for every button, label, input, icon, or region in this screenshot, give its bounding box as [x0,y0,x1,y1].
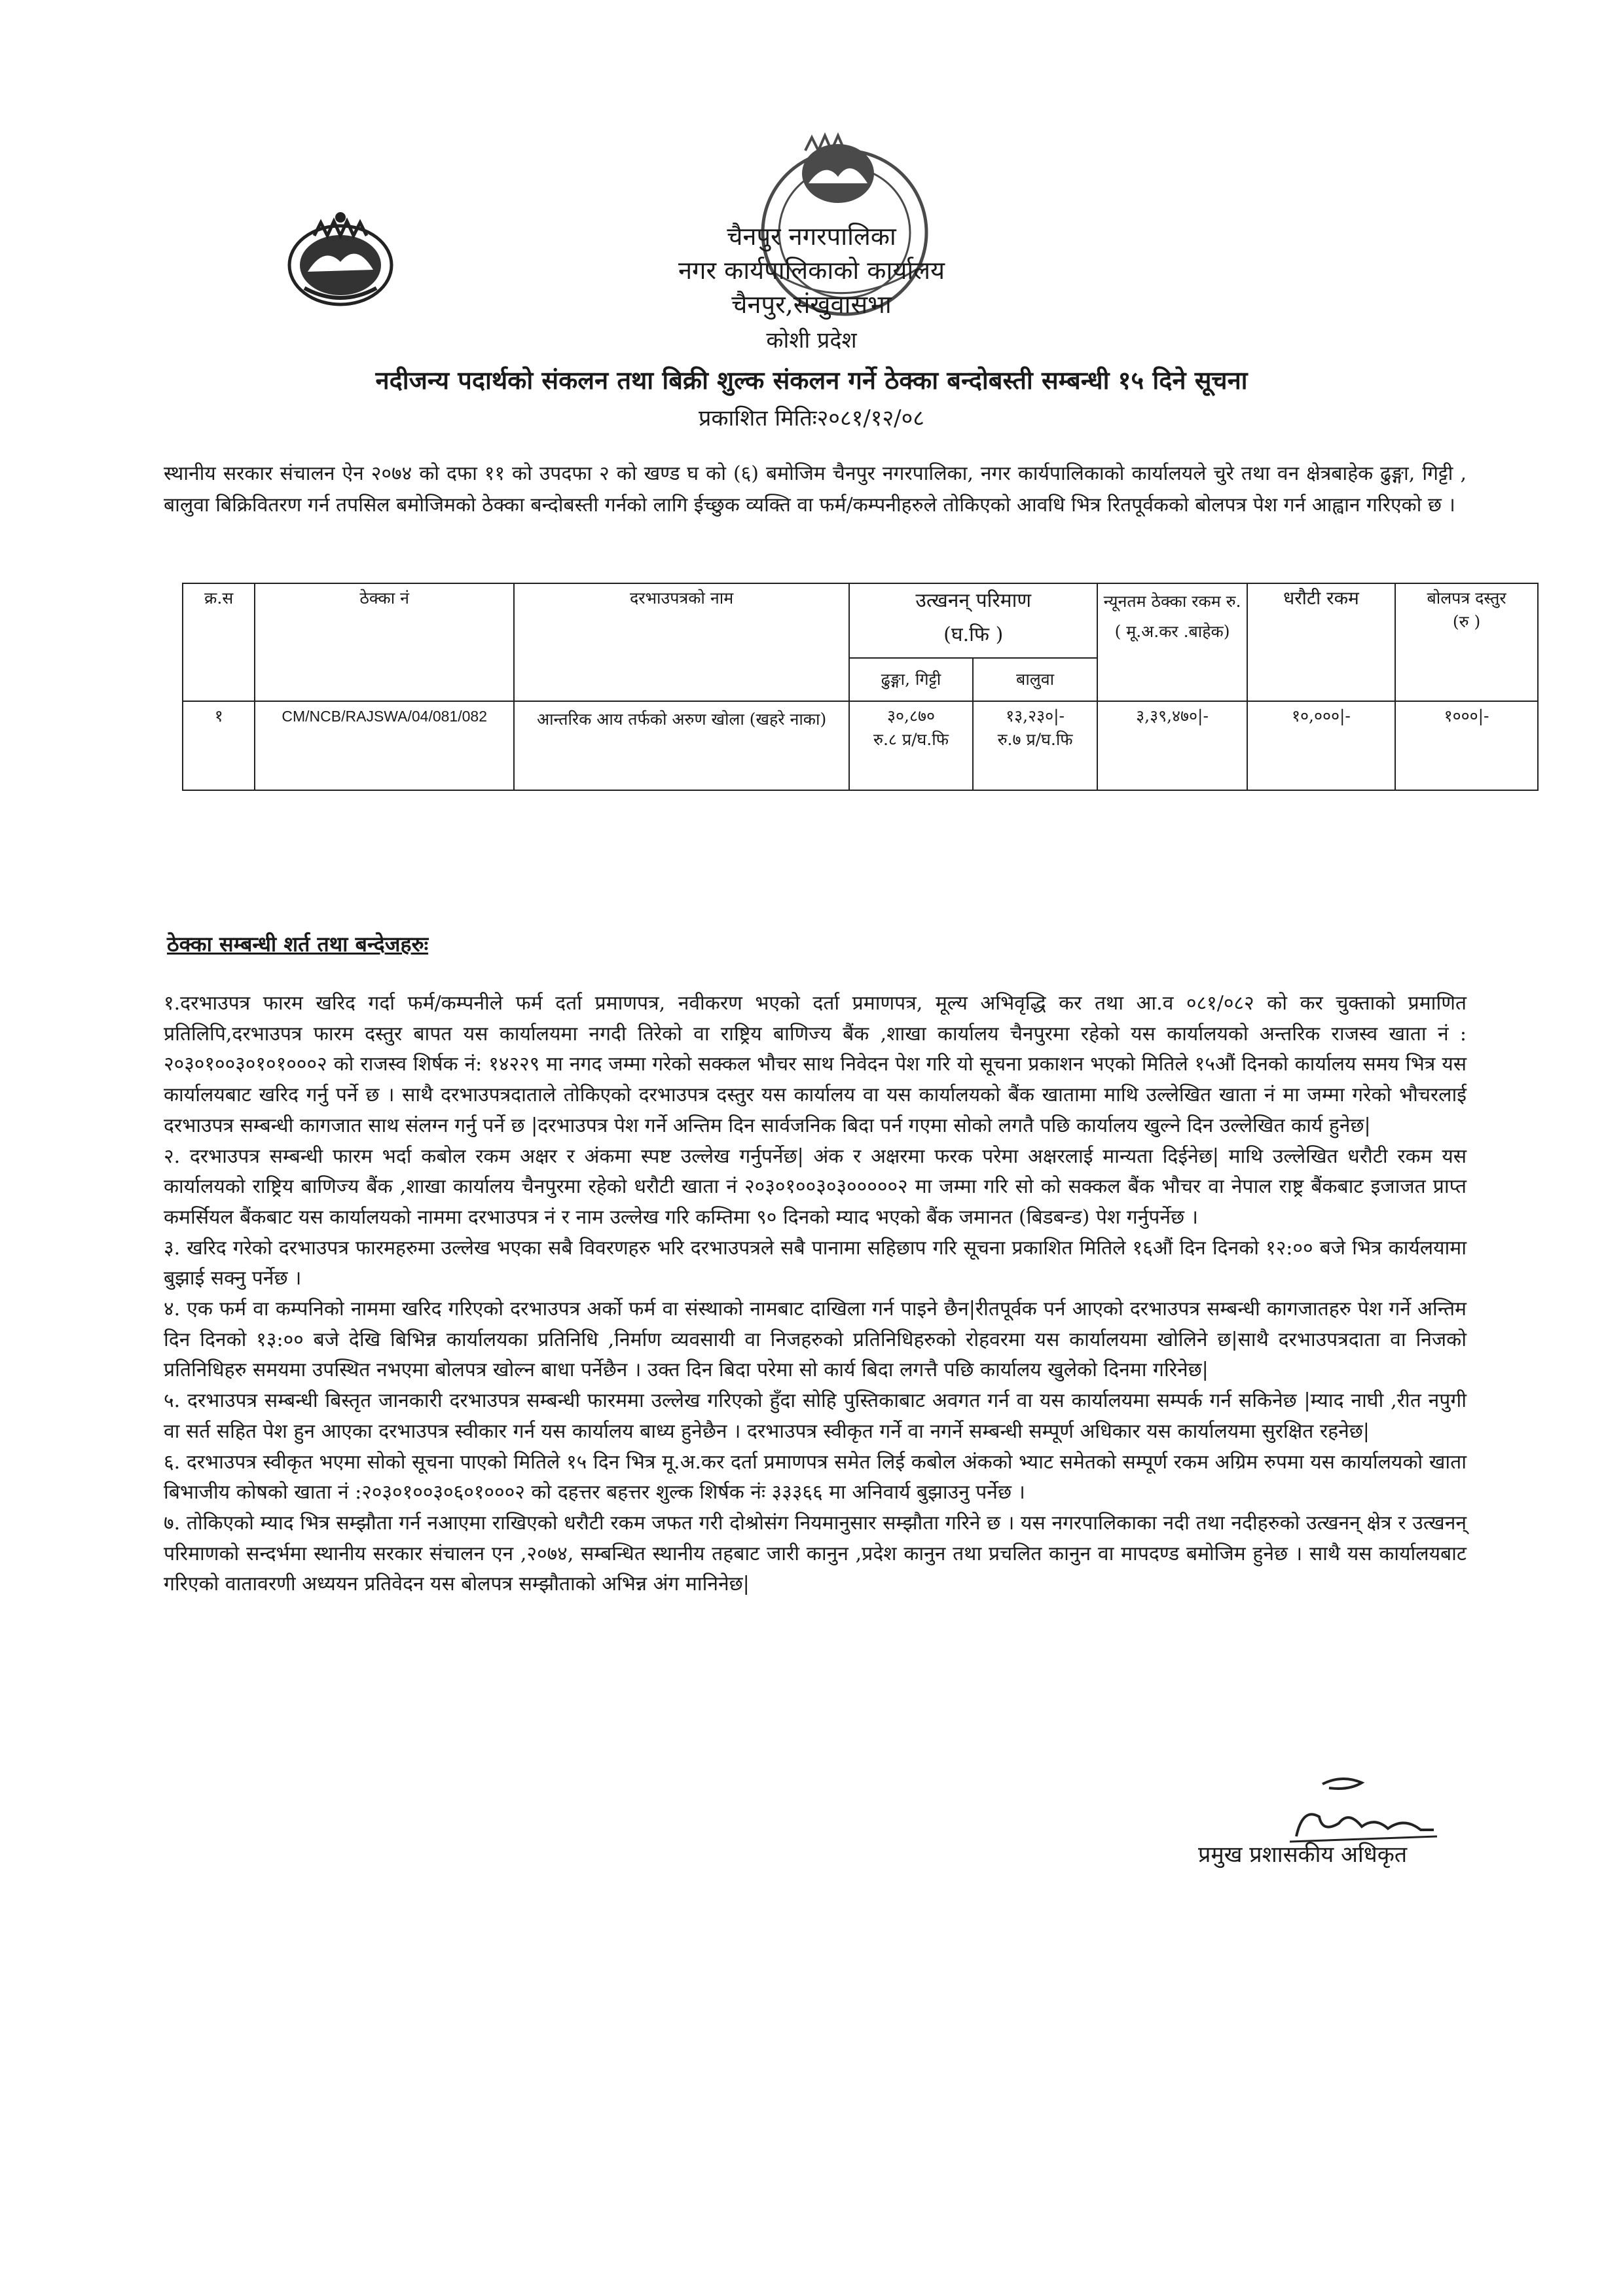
term-item: २. दरभाउपत्र सम्बन्धी फारम भर्दा कबोल रकम अक्षर र अंकमा स्पष्ट उल्लेख गर्नुपर्नेछ| अंक र अक्षरमा फरक परेमा अक्षरलाई मान्यता दिईनेछ| माथि उल्लेखित धरौटी रकम यस कार्यालयको राष्ट्रिय बाणिज्य बैंक ,शाखा कार्यालय चैनपुरमा रहेको धरौटी खाता नं २०३०१००३०३०००००२ मा जम्मा गरि सो को सक्कल बैंक भौचर वा नेपाल राष्ट्र बैंकबाट इजाजत प्राप्त कमर्सियल बैंकबाट यस कार्यालयको नाममा दरभाउपत्र नं र नाम उल्लेख गरि कम्तिमा ९० दिनको म्याद भएको बैंक जमानत (बिडबन्ड) पेश गर्नुपर्नेछ । [164,1144,1467,1229]
document-header [0,219,1623,435]
cell-contract-no: CM/NCB/RAJSWA/04/081/082 [255,701,514,790]
header-sand: बालुवा [973,658,1097,701]
header-quantity [849,583,1097,658]
cell-stone [849,701,973,790]
header-bid-fee-label: बोलपत्र दस्तुर [1427,589,1506,608]
cell-deposit: १०,०००|- [1247,701,1395,790]
cell-sand [973,701,1097,790]
table-header-row [183,583,1538,658]
cell-min-amount: ३,३९,४७०|- [1097,701,1247,790]
term-item: ४. एक फर्म वा कम्पनिको नाममा खरिद गरिएको दरभाउपत्र अर्को फर्म वा संस्थाको नामबाट दाखिला गर्न पाइने छैन|रीतपूर्वक पर्न आएको दरभाउपत्र सम्बन्धी कागजातहरु पेश गर्ने अन्तिम दिन दिनको १३:०० बजे देखि बिभिन्न कार्यालयका प्रतिनिधि ,निर्माण व्यवसायी वा निजहरुको प्रतिनिधिहरुको रोहवरमा यस कार्यालयमा खोलिने छ|साथै दरभाउपत्रदाता वा निजको प्रतिनिधिहरु समयमा उपस्थित नभएमा बोलपत्र खोल्न बाधा पर्नेछैन । उक्त दिन बिदा परेमा सो कार्य बिदा लगत्तै पछि कार्यालय खुलेको दिनमा गरिनेछ| [164,1298,1467,1382]
cell-stone-rate: रु.८ प्र/घ.फि [873,730,949,749]
signatory-title: प्रमुख प्रशासकीय अधिकृत [1198,1842,1408,1868]
table-row [183,701,1538,790]
terms-heading: ठेक्का सम्बन्धी शर्त तथा बन्देजहरुः [167,932,429,957]
header-stone-gravel: ढुङ्गा, गिट्टी [849,658,973,701]
terms-list [164,989,1467,1600]
municipality-name: चैनपुर नगरपालिका [727,222,896,251]
cell-stone-qty: ३०,८७० [887,706,935,725]
cell-title: आन्तरिक आय तर्फको अरुण खोला (खहरे नाका) [514,701,849,790]
header-quantity-label: उत्खनन् परिमाण [915,589,1032,612]
header-title: दरभाउपत्रको नाम [514,583,849,701]
header-sn: क्र.स [183,583,255,701]
term-item: ३. खरिद गरेको दरभाउपत्र फारमहरुमा उल्लेख भएका सबै विवरणहरु भरि दरभाउपत्रले सबै पानामा सहिछाप गरि सूचना प्रकाशित मितिले १६औं दिन दिनको १२:०० बजे भित्र कार्यलयामा बुझाई सक्नु पर्नेछ । [164,1236,1467,1290]
cell-sand-rate: रु.७ प्र/घ.फि [997,730,1073,749]
tender-table [182,583,1539,791]
office-name: नगर कार्यपालिकाको कार्यालय [678,256,945,285]
header-contract-no: ठेक्का नं [255,583,514,701]
term-item: ५. दरभाउपत्र सम्बन्धी बिस्तृत जानकारी दरभाउपत्र सम्बन्धी फारममा उल्लेख गरिएको हुँदा सोहि पुस्तिकाबाट अवगत गर्न वा यस कार्यालयमा सम्पर्क गर्न सकिनेछ |म्याद नाघी ,रीत नपुगी वा सर्त सहित पेश हुन आएका दरभाउपत्र स्वीकार गर्न यस कार्यालय बाध्य हुनेछैन । दरभाउपत्र स्वीकृत गर्ने वा नगर्ने सम्बन्धी सम्पूर्ण अधिकार यस कार्यालयमा सुरक्षित रहनेछ| [164,1389,1467,1443]
term-item: १.दरभाउपत्र फारम खरिद गर्दा फर्म/कम्पनीले फर्म दर्ता प्रमाणपत्र, नवीकरण भएको दर्ता प्रमाणपत्र, मूल्य अभिवृद्धि कर तथा आ.व ०८१/०८२ को कर चुक्ताको प्रमाणित प्रतिलिपि,दरभाउपत्र फारम दस्तुर बापत यस कार्यालयमा नगदी तिरेको वा राष्ट्रिय बाणिज्य बैंक ,शाखा कार्यालय चैनपुरमा रहेको यस कार्यालयको अन्तरिक राजस्व खाता नं : २०३०१००३०१०१०००२ को राजस्व शिर्षक नं: १४२२९ मा नगद जम्मा गरेको सक्कल भौचर साथ निवेदन पेश गरि यो सूचना प्रकाशन भएको मितिले १५औं दिनको कार्यालय समय भित्र यस कार्यालयबाट खरिद गर्नु पर्ने छ । साथै दरभाउपत्रदाताले तोकिएको दरभाउपत्र दस्तुर यस कार्यालय वा यस कार्यालयको बैंक खातामा माथि उल्लेखित खाता नं मा जम्मा गरेको भौचरलाई दरभाउपत्र सम्बन्धी कागजात साथ संलग्न गर्नु पर्ने छ |दरभाउपत्र पेश गर्ने अन्तिम दिन सार्वजनिक बिदा पर्न गएमा सोको लगतै पछि कार्यालय खुल्ने दिन उल्लेखित कार्य हुनेछ| [164,992,1467,1137]
office-location: चैनपुर,संखुवासभा [731,290,892,319]
cell-sand-qty: १३,२३०|- [1006,706,1065,725]
header-bid-fee [1395,583,1538,701]
header-min-amount: न्यूनतम ठेक्का रकम रु.( मू.अ.कर .बाहेक) [1097,583,1247,701]
published-date: प्रकाशित मितिः२०८१/१२/०८ [699,405,924,431]
term-item: ७. तोकिएको म्याद भित्र सम्झौता गर्न नआएमा राखिएको धरौटी रकम जफत गरी दोश्रोसंग नियमानुसार सम्झौता गरिने छ । यस नगरपालिकाका नदी तथा नदीहरुको उत्खनन् क्षेत्र र उत्खनन् परिमाणको सन्दर्भमा स्थानीय सरकार संचालन एन ,२०७४, सम्बन्धित स्थानीय तहबाट जारी कानुन ,प्रदेश कानुन तथा प्रचलित कानुन वा मापदण्ड बमोजिम हुनेछ । साथै यस कार्यालयबाट गरिएको वातावरणी अध्ययन प्रतिवेदन यस बोलपत्र सम्झौताको अभिन्न अंग मानिनेछ| [164,1511,1467,1596]
term-item: ६. दरभाउपत्र स्वीकृत भएमा सोको सूचना पाएको मितिले १५ दिन भित्र मू.अ.कर दर्ता प्रमाणपत्र समेत लिई कबोल अंकको भ्याट समेतको सम्पूर्ण रकम अग्रिम रुपमा यस कार्यालयको खाता बिभाजीय कोषको खाता नं :२०३०१००३०६०१०००२ को दहत्तर बहत्तर शुल्क शिर्षक नंः ३३३६६ मा अनिवार्य बुझाउनु पर्नेछ । [164,1450,1467,1504]
header-bid-fee-unit: (रु ) [1452,612,1481,631]
header-quantity-unit: (घ.फि ) [943,623,1004,646]
header-deposit: धरौटी रकम [1247,583,1395,701]
notice-title: नदीजन्य पदार्थको संकलन तथा बिक्री शुल्क संकलन गर्ने ठेक्का बन्दोबस्ती सम्बन्धी १५ दिने सूचना [375,365,1248,395]
cell-bid-fee: १०००|- [1395,701,1538,790]
province-name: कोशी प्रदेश [766,327,857,354]
cell-sn: १ [183,701,255,790]
handwritten-signature-icon [1283,1771,1440,1850]
intro-paragraph: स्थानीय सरकार संचालन ऐन २०७४ को दफा ११ को उपदफा २ को खण्ड घ को (६) बमोजिम चैनपुर नगरपालिका, नगर कार्यपालिकाको कार्यालयले चुरे तथा वन क्षेत्रबाहेक ढुङ्गा, गिट्टी , बालुवा बिक्रिवितरण गर्न तपसिल बमोजिमको ठेक्का बन्दोबस्ती गर्नको लागि ईच्छुक व्यक्ति वा फर्म/कम्पनीहरुले तोकिएको आवधि भित्र रितपूर्वकको बोलपत्र पेश गर्न आह्वान गरिएको छ । [164,462,1467,517]
